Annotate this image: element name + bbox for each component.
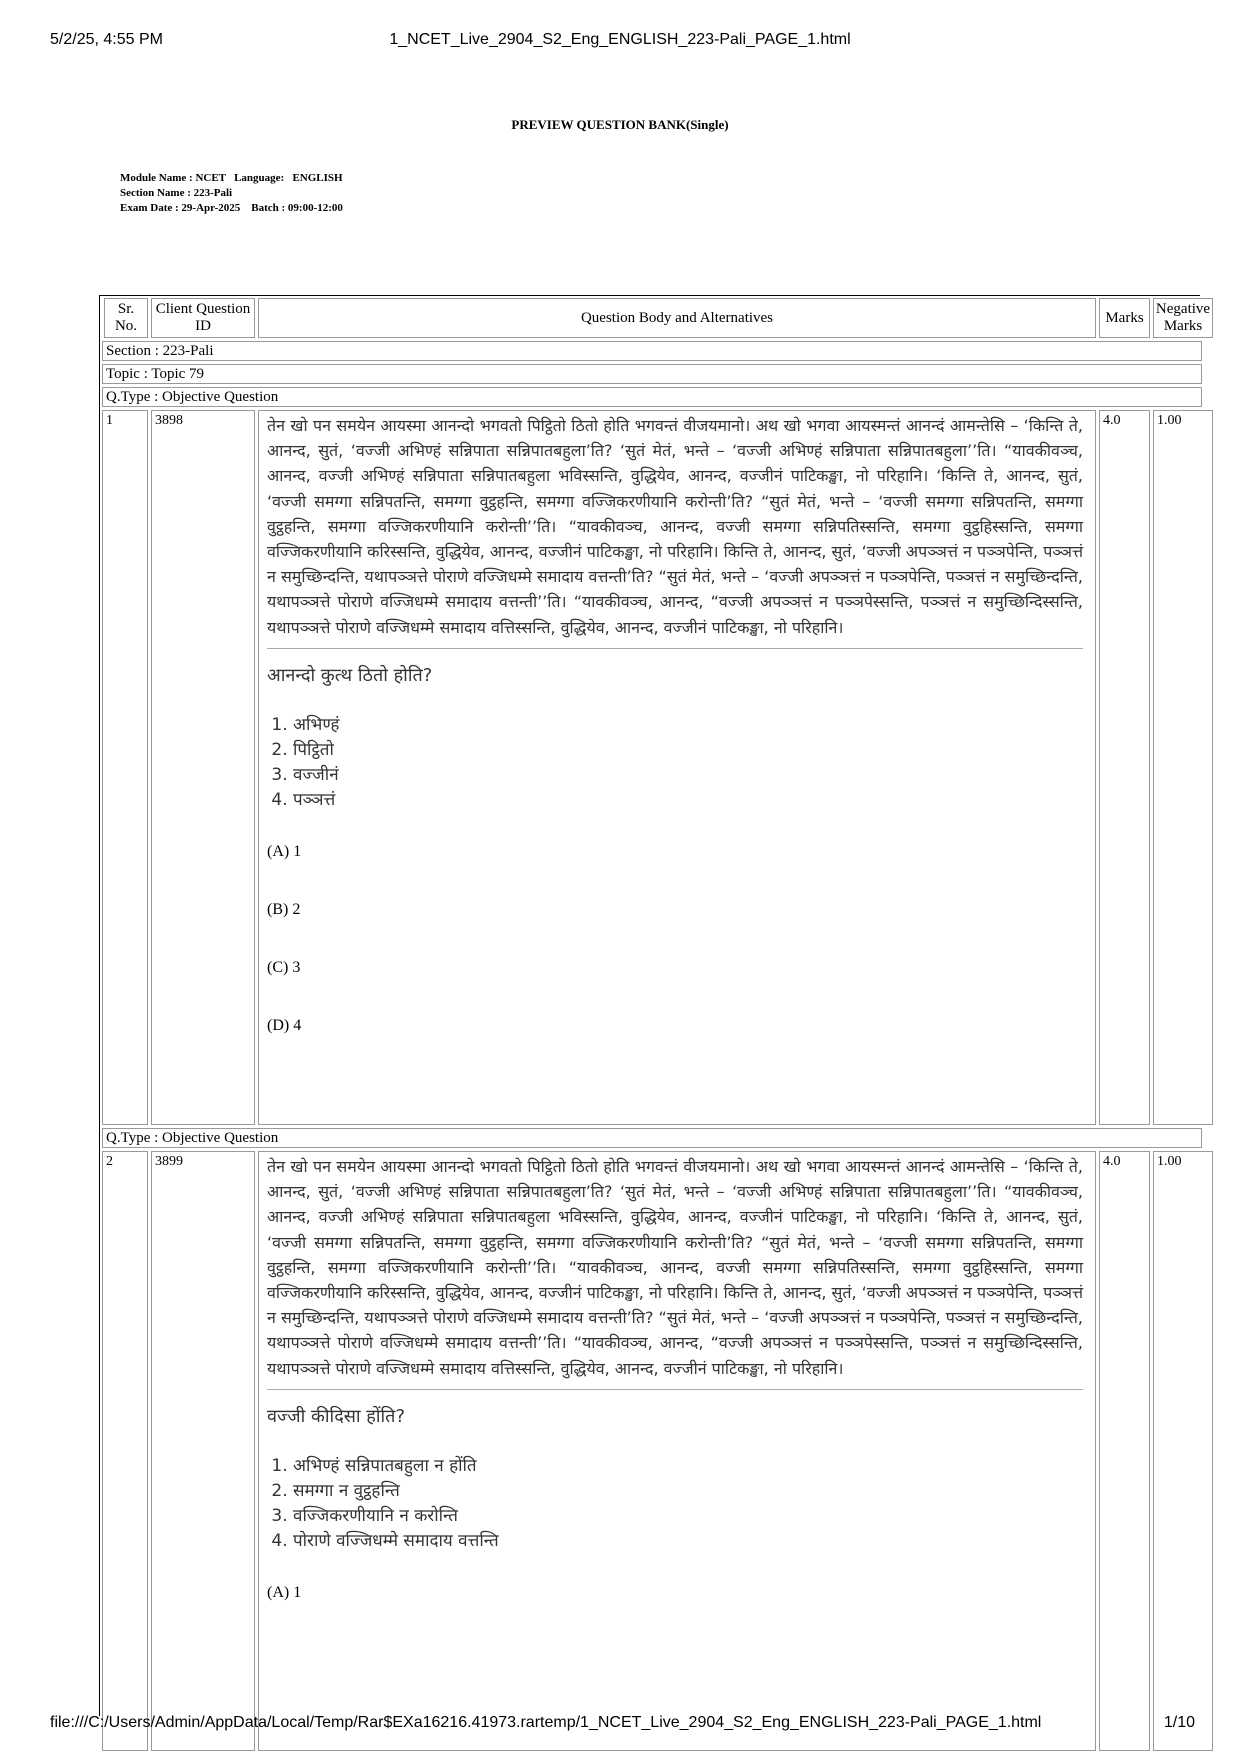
print-file-path: file:///C:/Users/Admin/AppData/Local/Temp/Rar$EXa16216.41973.rartemp/1_NCET_Live_2904_S2_Eng_ENGLISH_223-Pali_PAGE_1.html [50,1714,1042,1731]
q2-client-id: 3899 [151,1151,255,1751]
q2-option-4: 4. पोराणे वज्जिधम्मे समादाय वत्तन्ति [293,1529,1083,1554]
meta-section-name: Section Name : 223-Pali [120,187,233,199]
header-negative-marks: Negative Marks [1153,298,1213,338]
q1-divider [267,648,1083,649]
q1-alternative-a: (A) 1 [267,843,302,860]
q2-stem: वज्जी कीदिसा होंति? [267,1405,405,1427]
q2-option-1: 1. अभिण्हं सन्निपातबहुला न होंति [293,1454,1083,1479]
q2-negative-marks: 1.00 [1153,1151,1213,1751]
q1-client-id: 3898 [151,410,255,1125]
meta-exam-date-batch: Exam Date : 29-Apr-2025 Batch : 09:00-12:00 [120,202,343,214]
qtype-row-1: Q.Type : Objective Question [102,387,1202,407]
print-page-number: 1/10 [1163,1714,1195,1731]
q2-divider [267,1389,1083,1390]
q2-body [258,1151,1096,1751]
q1-body [258,410,1096,1125]
question-table [99,295,1211,1716]
q2-option-3: 3. वज्जिकरणीयानि न करोन्ति [293,1504,1083,1529]
q1-alternative-b: (B) 2 [267,901,301,918]
print-page-title: 1_NCET_Live_2904_S2_Eng_ENGLISH_223-Pali_PAGE_1.html [389,31,851,48]
q2-marks: 4.0 [1099,1151,1150,1751]
q2-alternative-a: (A) 1 [267,1584,302,1601]
q2-passage: तेन खो पन समयेन आयस्मा आनन्दो भगवतो पिट्ठितो ठितो होति भगवन्तं वीजयमानो। अथ खो भगवा आयस्मन्तं आनन्दं आमन्तेसि – ‘किन्ति ते, आनन्द, सुतं, ‘वज्जी अभिण्हं सन्निपाता सन्निपातबहुला’ति? ‘सुतं मेतं, भन्ते – ‘वज्जी अभिण्हं सन्निपाता सन्निपातबहुला’’ति। “यावकीवञ्च, आनन्द, वज्जी अभिण्हं सन्निपाता सन्निपातबहुला भविस्सन्ति, वुद्धियेव, आनन्द, वज्जीनं पाटिकङ्खा, नो परिहानि। ‘किन्ति ते, आनन्द, सुतं, ‘वज्जी समग्गा सन्निपतन्ति, समग्गा वुट्ठहन्ति, समग्गा वज्जिकरणीयानि करोन्ती’ति? “सुतं मेतं, भन्ते – ‘वज्जी समग्गा सन्निपतन्ति, समग्गा वुट्ठहन्ति, समग्गा वज्जिकरणीयानि करोन्ती’’ति। “यावकीवञ्च, आनन्द, वज्जी समग्गा सन्निपतिस्सन्ति, समग्गा वुट्ठहिस्सन्ति, समग्गा वज्जिकरणीयानि करिस्सन्ति, वुद्धियेव, आनन्द, वज्जीनं पाटिकङ्खा, नो परिहानि। किन्ति ते, आनन्द, सुतं, ‘वज्जी अपञ्ञत्तं न पञ्ञपेन्ति, पञ्ञत्तं न समुच्छिन्दन्ति, यथापञ्ञत्ते पोराणे वज्जिधम्मे समादाय वत्तन्ती’ति? “सुतं मेतं, भन्ते – ‘वज्जी अपञ्ञत्तं न पञ्ञपेन्ति, पञ्ञत्तं न समुच्छिन्दन्ति, यथापञ्ञत्ते पोराणे वज्जिधम्मे समादाय वत्तन्ती’’ति। “यावकीवञ्च, आनन्द, “वज्जी अपञ्ञत्तं न पञ्ञपेस्सन्ति, पञ्ञत्तं न समुच्छिन्दिस्सन्ति, यथापञ्ञत्ते पोराणे वज्जिधम्मे समादाय वत्तिस्सन्ति, वुद्धियेव, आनन्द, वज्जीनं पाटिकङ्खा, नो परिहानि। [267,1157,1083,1378]
q2-option-2: 2. समग्गा न वुट्ठहन्ति [293,1479,1083,1504]
q1-passage: तेन खो पन समयेन आयस्मा आनन्दो भगवतो पिट्ठितो ठितो होति भगवन्तं वीजयमानो। अथ खो भगवा आयस्मन्तं आनन्दं आमन्तेसि – ‘किन्ति ते, आनन्द, सुतं, ‘वज्जी अभिण्हं सन्निपाता सन्निपातबहुला’ति? ‘सुतं मेतं, भन्ते – ‘वज्जी अभिण्हं सन्निपाता सन्निपातबहुला’’ति। “यावकीवञ्च, आनन्द, वज्जी अभिण्हं सन्निपाता सन्निपातबहुला भविस्सन्ति, वुद्धियेव, आनन्द, वज्जीनं पाटिकङ्खा, नो परिहानि। ‘किन्ति ते, आनन्द, सुतं, ‘वज्जी समग्गा सन्निपतन्ति, समग्गा वुट्ठहन्ति, समग्गा वज्जिकरणीयानि करोन्ती’ति? “सुतं मेतं, भन्ते – ‘वज्जी समग्गा सन्निपतन्ति, समग्गा वुट्ठहन्ति, समग्गा वज्जिकरणीयानि करोन्ती’’ति। “यावकीवञ्च, आनन्द, वज्जी समग्गा सन्निपतिस्सन्ति, समग्गा वुट्ठहिस्सन्ति, समग्गा वज्जिकरणीयानि करिस्सन्ति, वुद्धियेव, आनन्द, वज्जीनं पाटिकङ्खा, नो परिहानि। किन्ति ते, आनन्द, सुतं, ‘वज्जी अपञ्ञत्तं न पञ्ञपेन्ति, पञ्ञत्तं न समुच्छिन्दन्ति, यथापञ्ञत्ते पोराणे वज्जिधम्मे समादाय वत्तन्ती’ति? “सुतं मेतं, भन्ते – ‘वज्जी अपञ्ञत्तं न पञ्ञपेन्ति, पञ्ञत्तं न समुच्छिन्दन्ति, यथापञ्ञत्ते पोराणे वज्जिधम्मे समादाय वत्तन्ती’’ति। “यावकीवञ्च, आनन्द, “वज्जी अपञ्ञत्तं न पञ्ञपेस्सन्ति, पञ्ञत्तं न समुच्छिन्दिस्सन्ति, यथापञ्ञत्ते पोराणे वज्जिधम्मे समादाय वत्तिस्सन्ति, वुद्धियेव, आनन्द, वज्जीनं पाटिकङ्खा, नो परिहानि। [267,416,1083,637]
q1-option-2: 2. पिट्ठितो [293,738,1083,763]
q1-marks: 4.0 [1099,410,1150,1125]
header-marks: Marks [1099,298,1150,338]
q1-option-3: 3. वज्जीनं [293,763,1083,788]
meta-module-language: Module Name : NCET Language: ENGLISH [120,172,343,184]
header-question-body: Question Body and Alternatives [258,298,1096,338]
q1-sr-no: 1 [102,410,148,1125]
section-row: Section : 223-Pali [102,341,1202,361]
q1-stem: आनन्दो कुत्थ ठितो होति? [267,664,433,686]
print-datetime: 5/2/25, 4:55 PM [50,31,163,48]
topic-row: Topic : Topic 79 [102,364,1202,384]
q1-alternative-d: (D) 4 [267,1017,302,1034]
q1-option-1: 1. अभिण्हं [293,713,1083,738]
q1-option-4: 4. पञ्ञत्तं [293,788,1083,813]
header-sr-no: Sr. No. [104,298,148,338]
q1-options-list [267,713,1083,813]
q1-alternative-c: (C) 3 [267,959,301,976]
document-meta [120,171,343,216]
header-client-question-id: Client Question ID [151,298,255,338]
q2-sr-no: 2 [102,1151,148,1751]
document-title: PREVIEW QUESTION BANK(Single) [511,117,729,132]
q2-options-list [267,1454,1083,1554]
qtype-row-2: Q.Type : Objective Question [102,1128,1202,1148]
q1-negative-marks: 1.00 [1153,410,1213,1125]
